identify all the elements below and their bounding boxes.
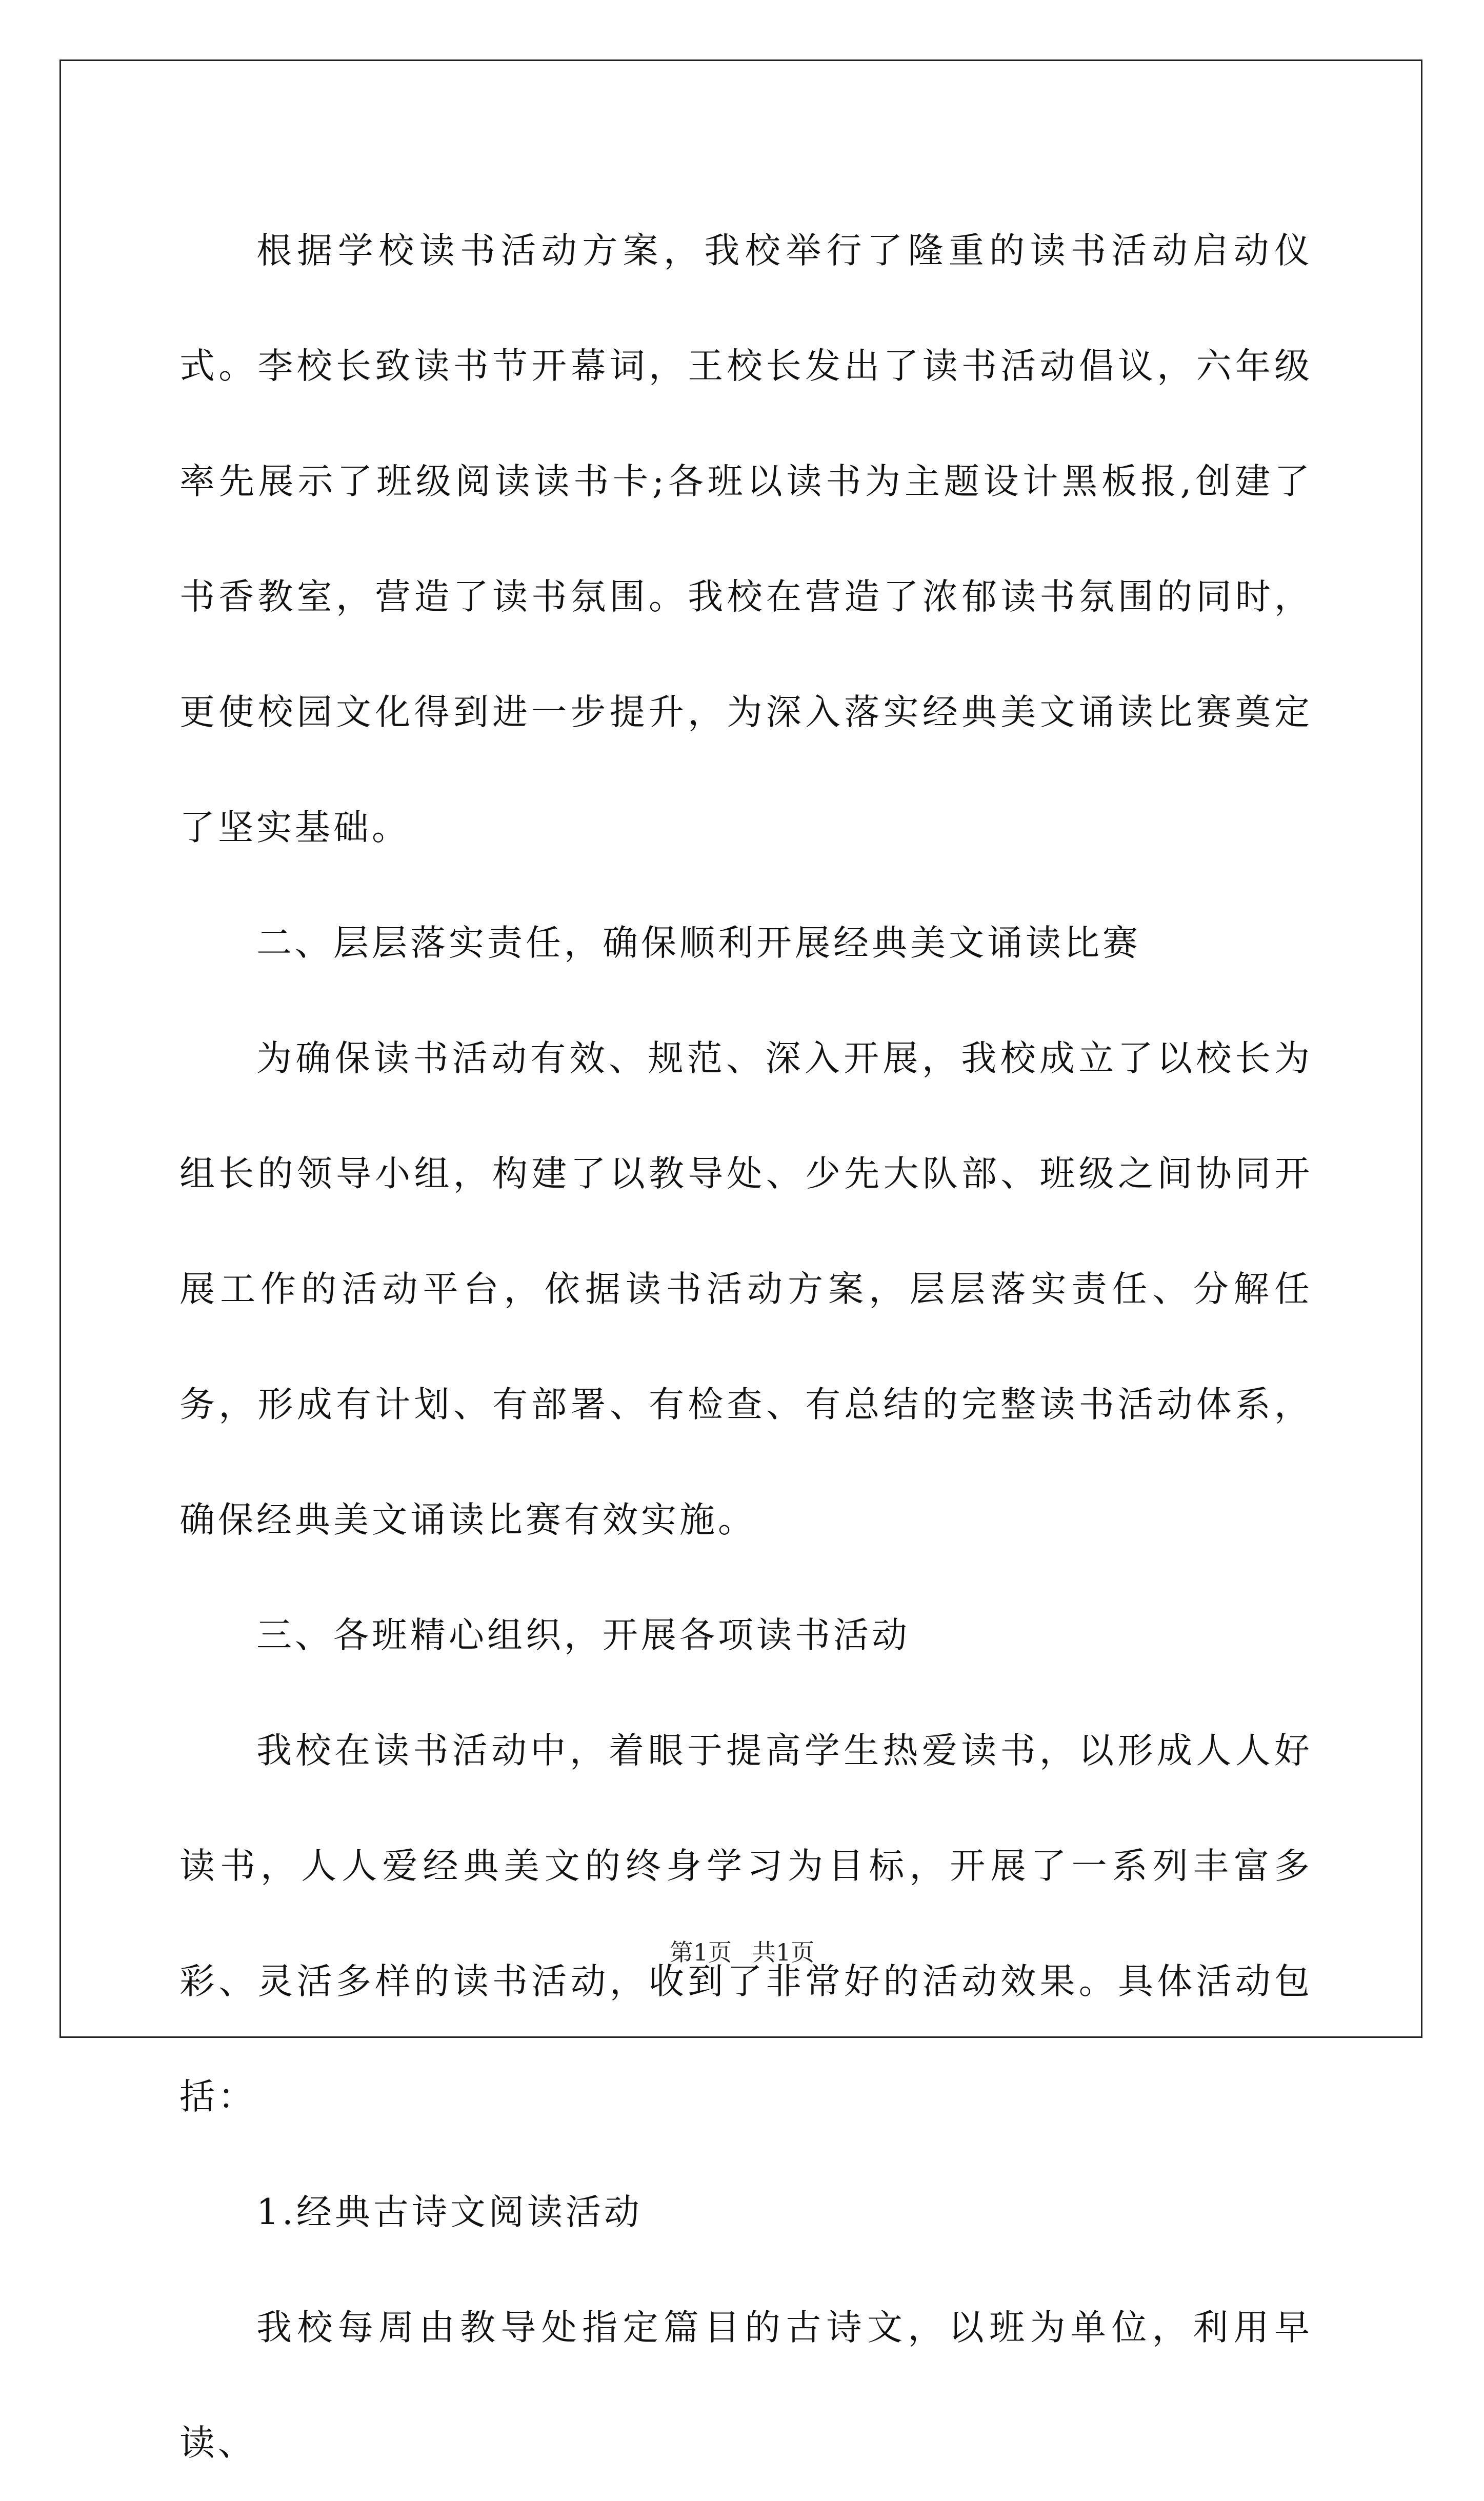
section-heading-class-activities: 三、各班精心组织，开展各项读书活动 (256, 1615, 910, 1656)
document-body (179, 193, 1313, 2501)
paragraph-activity-goals: 我校在读书活动中，着眼于提高学生热爱读书，以形成人人好读书，人人爱经典美文的终身学习为目标，开展了一系列丰富多彩、灵活多样的读书活动，收到了非常好的活动效果。具体活动包括： (179, 1730, 1313, 2117)
section-heading-responsibility: 二、层层落实责任，确保顺利开展经典美文诵读比赛 (256, 923, 1141, 964)
subheading-classic-poetry: 1.经典古诗文阅读活动 (256, 2192, 643, 2233)
page-footer (0, 1937, 1484, 1968)
page-total: 共1页 (752, 1938, 815, 1966)
page-number: 第1页 (669, 1938, 732, 1966)
paragraph-leadership-group: 为确保读书活动有效、规范、深入开展，我校成立了以校长为组长的领导小组，构建了以教导处、少先大队部、班级之间协同开展工作的活动平台，依据读书活动方案，层层落实责任、分解任务，形成有计划、有部署、有检查、有总结的完整读书活动体系，确保经典美文诵读比赛有效实施。 (179, 1038, 1313, 1540)
paragraph-weekly-poetry: 我校每周由教导处指定篇目的古诗文，以班为单位，利用早读、 (179, 2307, 1313, 2464)
paragraph-launch-ceremony: 根据学校读书活动方案，我校举行了隆重的读书活动启动仪式。李校长致读书节开幕词，王校长发出了读书活动倡议，六年级率先展示了班级阅读读书卡;各班以读书为主题设计黑板报,创建了书香教室，营造了读书氛围。我校在营造了浓郁读书氛围的同时，更使校园文化得到进一步提升，为深入落实经典美文诵读比赛奠定了坚实基础。 (179, 230, 1313, 848)
